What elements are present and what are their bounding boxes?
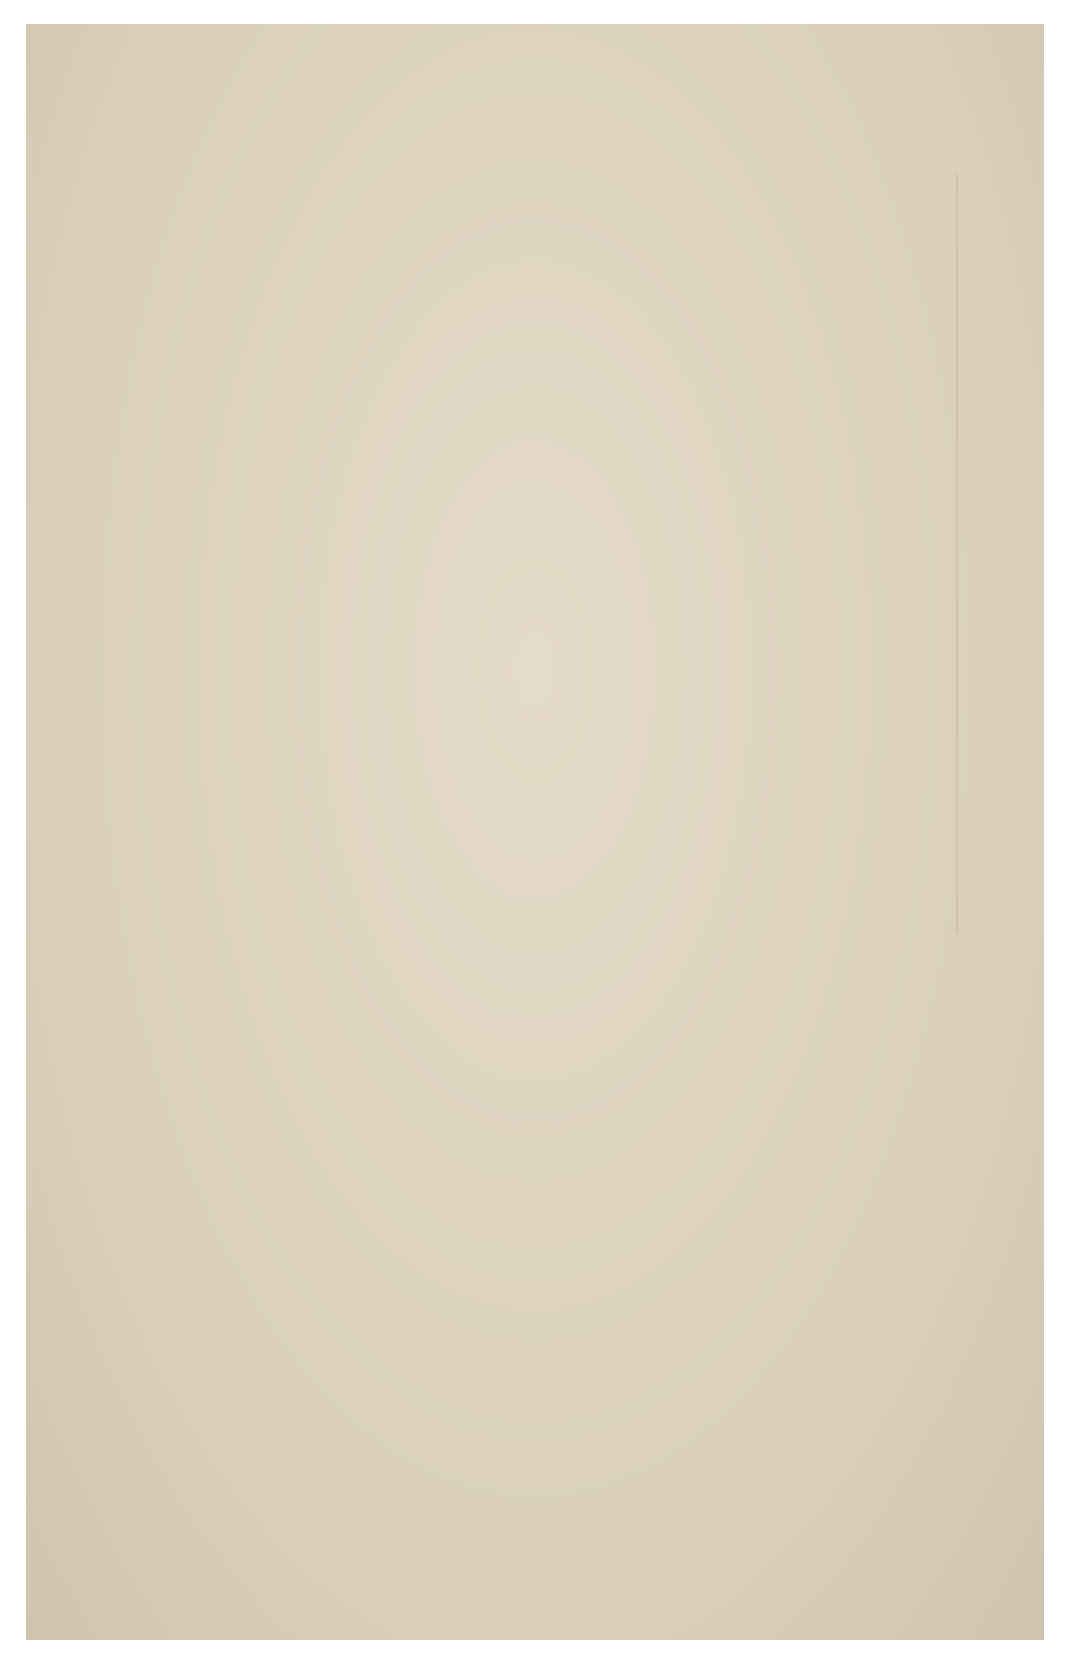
column-ruling [956, 174, 958, 934]
scanned-page [26, 24, 1044, 1640]
